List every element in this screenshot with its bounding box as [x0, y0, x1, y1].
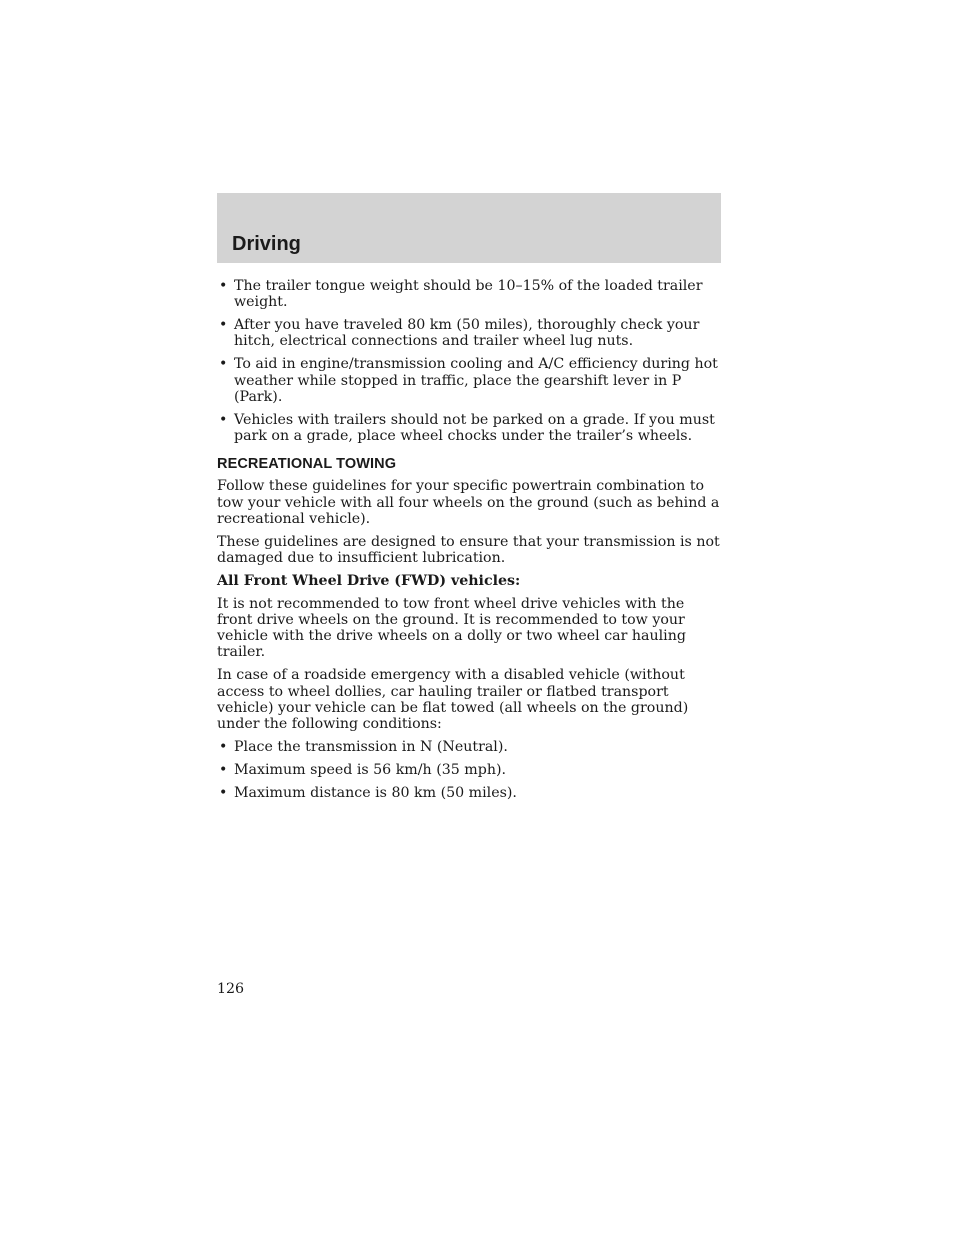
fwd-recommendation-paragraph: It is not recommended to tow front wheel drive vehicles with the front drive wheels on the ground. It is recommended to tow your vehicle with the drive wheels on a dolly or two wheel car hauling trailer.: [217, 595, 686, 661]
list-item: [217, 412, 721, 444]
bullet-icon: •: [219, 762, 228, 779]
section-header-band: [217, 193, 721, 263]
list-item-text: Maximum distance is 80 km (50 miles).: [234, 785, 517, 802]
guidelines-paragraph: Follow these guidelines for your specific powertrain combination to tow your vehicle with all four wheels on the ground (such as behind a recreational vehicle).: [217, 478, 720, 527]
list-item: [217, 317, 721, 349]
page-content: [217, 278, 721, 808]
emergency-paragraph: In case of a roadside emergency with a disabled vehicle (without access to wheel dollies, car hauling trailer or flatbed transport vehicle) your vehicle can be flat towed (all wheels on the ground) under the following conditions:: [217, 667, 689, 733]
list-item: [217, 785, 721, 801]
section-title: Driving: [232, 233, 301, 255]
conditions-bullet-list: [217, 739, 721, 801]
list-item: [217, 278, 721, 310]
bullet-icon: •: [219, 356, 228, 373]
page-number: 126: [217, 981, 245, 997]
bullet-icon: •: [219, 317, 228, 334]
list-item-text: After you have traveled 80 km (50 miles), thoroughly check your hitch, electrical connections and trailer wheel lug nuts.: [234, 317, 700, 350]
list-item: [217, 762, 721, 778]
bullet-icon: •: [219, 411, 228, 428]
list-item-text: Place the transmission in N (Neutral).: [234, 739, 508, 756]
top-bullet-list: [217, 278, 721, 444]
list-item-text: Maximum speed is 56 km/h (35 mph).: [234, 762, 507, 779]
list-item: [217, 356, 721, 405]
list-item-text: To aid in engine/transmission cooling and A/C efficiency during hot weather while stopped in traffic, place the gearshift lever in P (Park).: [234, 356, 718, 405]
list-item: [217, 739, 721, 755]
recreational-towing-heading: RECREATIONAL TOWING: [217, 456, 397, 473]
bullet-icon: •: [219, 785, 228, 802]
bullet-icon: •: [219, 739, 228, 756]
fwd-subheading: All Front Wheel Drive (FWD) vehicles:: [217, 573, 521, 590]
lubrication-paragraph: These guidelines are designed to ensure that your transmission is not damaged due to insufficient lubrication.: [217, 534, 720, 567]
bullet-icon: •: [219, 278, 228, 294]
list-item-text: The trailer tongue weight should be 10–15% of the loaded trailer weight.: [234, 278, 703, 311]
list-item-text: Vehicles with trailers should not be parked on a grade. If you must park on a grade, place wheel chocks under the trailer’s wheels.: [234, 411, 715, 445]
